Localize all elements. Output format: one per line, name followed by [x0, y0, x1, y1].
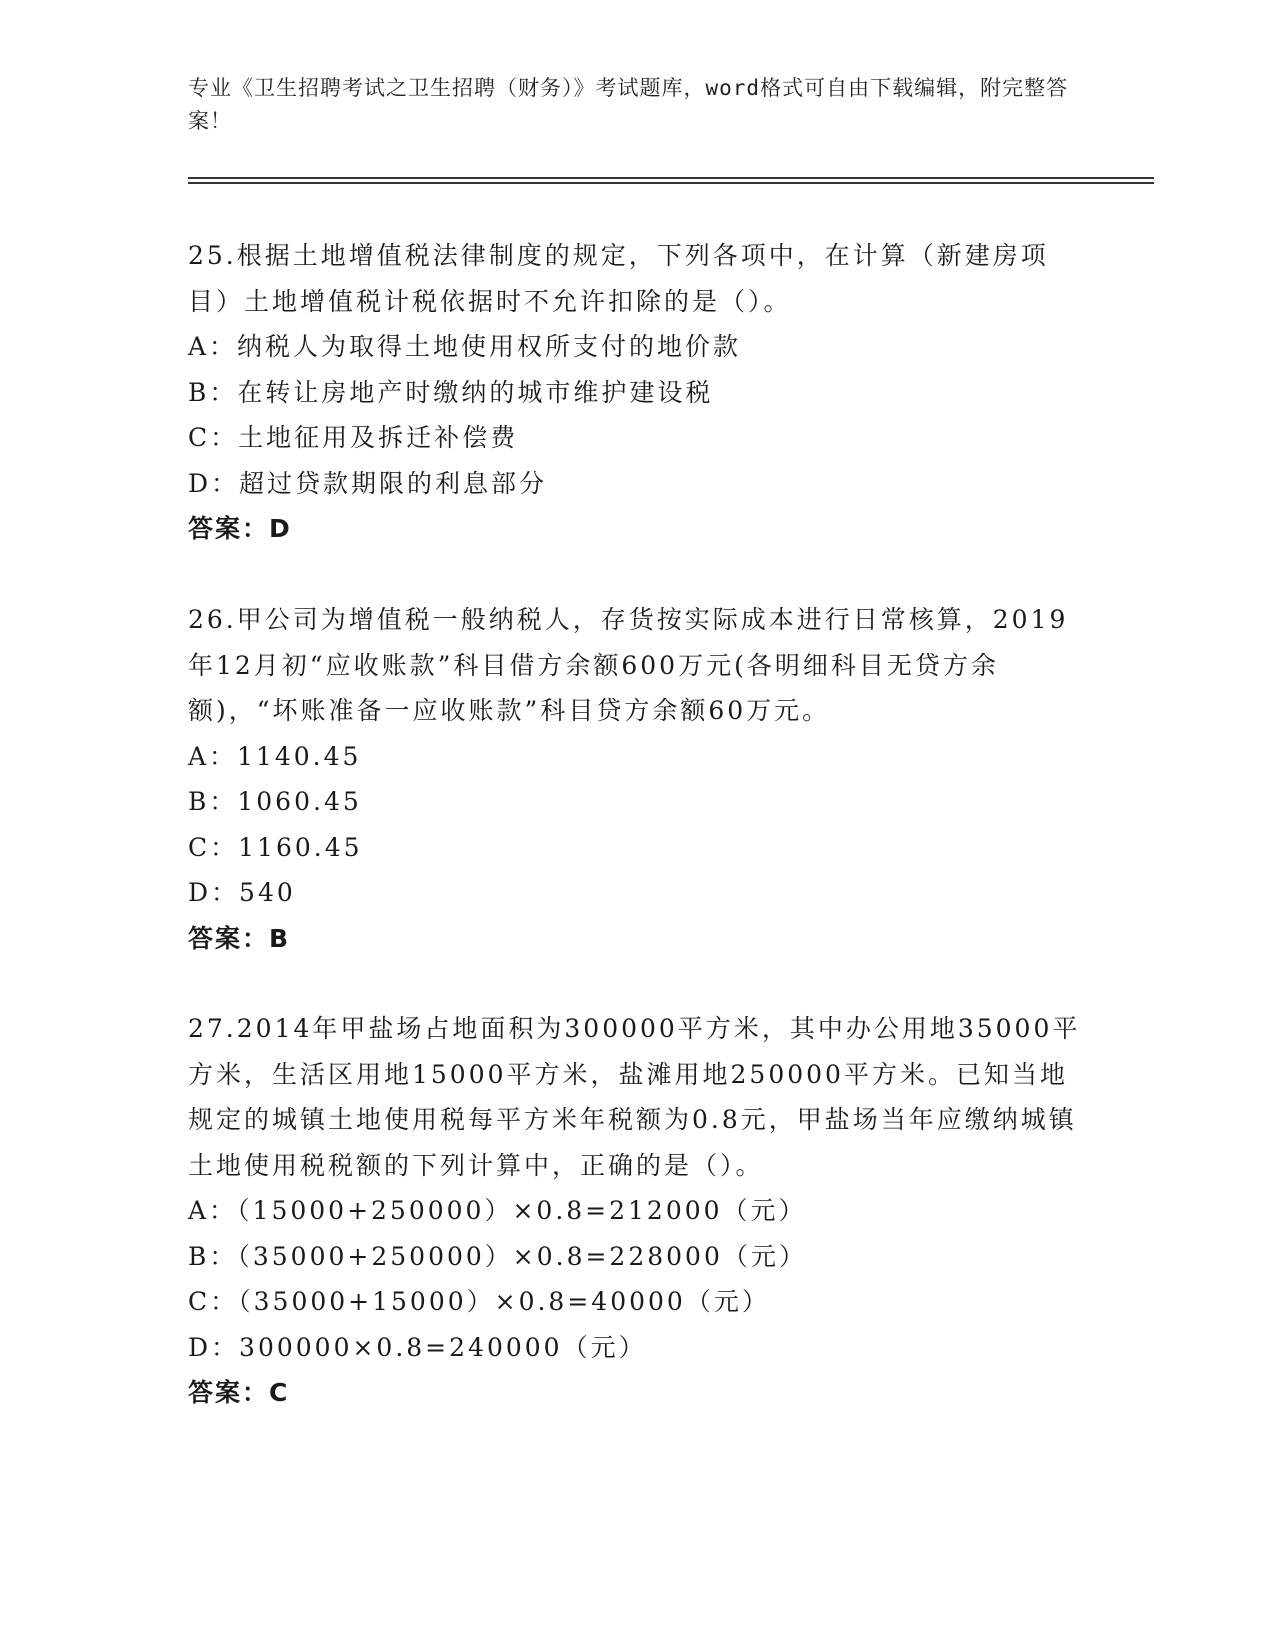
answer: 答案：D — [188, 514, 292, 543]
option-d: D：300000×0.8=240000（元） — [188, 1332, 647, 1362]
header-divider-bottom — [188, 182, 1154, 184]
question-25 — [188, 233, 1088, 552]
header-divider-top — [188, 177, 1154, 179]
question-27 — [188, 1006, 1088, 1416]
option-a: A：纳税人为取得土地使用权所支付的地价款 — [188, 332, 742, 361]
option-d: D：超过贷款期限的利息部分 — [188, 468, 548, 498]
option-c: C：（35000+15000）×0.8=40000（元） — [188, 1287, 770, 1316]
answer: 答案：C — [188, 1378, 290, 1407]
option-c: C：土地征用及拆迁补偿费 — [188, 423, 519, 452]
option-c: C：1160.45 — [188, 832, 363, 862]
document-header: 专业《卫生招聘考试之卫生招聘（财务）》考试题库，word格式可自由下载编辑，附完整答案！ — [188, 76, 1069, 133]
option-b: B：1060.45 — [188, 787, 362, 816]
question-stem: 25.根据土地增值税法律制度的规定，下列各项中，在计算（新建房项目）土地增值税计税依据时不允许扣除的是（）。 — [188, 241, 1049, 316]
question-stem: 26.甲公司为增值税一般纳税人，存货按实际成本进行日常核算，2019年12月初“应收账款”科目借方余额600万元(各明细科目无贷方余额)，“坏账准备一应收账款”科目贷方余额60万元。 — [188, 605, 1069, 725]
question-stem: 27.2014年甲盐场占地面积为300000平方米，其中办公用地35000平方米，生活区用地15000平方米，盐滩用地250000平方米。已知当地规定的城镇土地使用税每平方米年税额为0.8元，甲盐场当年应缴纳城镇土地使用税税额的下列计算中，正确的是（）。 — [188, 1014, 1081, 1180]
option-a: A：1140.45 — [188, 741, 362, 771]
option-b: B：在转让房地产时缴纳的城市维护建设税 — [188, 377, 714, 407]
option-b: B：（35000+250000）×0.8=228000（元） — [188, 1241, 807, 1271]
option-d: D：540 — [188, 878, 296, 907]
option-a: A：（15000+250000）×0.8=212000（元） — [188, 1196, 807, 1225]
question-26 — [188, 597, 1088, 962]
answer: 答案：B — [188, 923, 291, 953]
